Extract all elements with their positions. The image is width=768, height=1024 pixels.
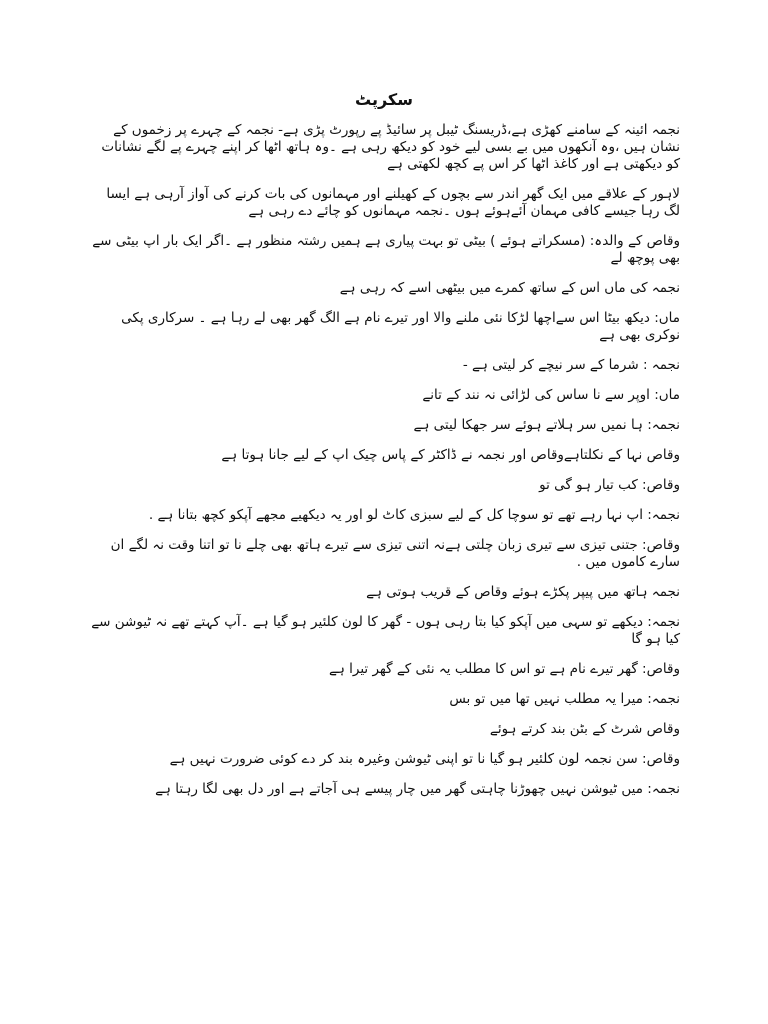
paragraph-5: ماں: دیکھ بیٹا اس سےاچھا لڑکا نئی ملنے والا اور تیرے نام ہے الگ گھر بھی لے رہا ہے ۔ سرکاری پکی نوکری بھی ہے (121, 310, 680, 343)
paragraph-16: نجمہ: میرا یہ مطلب نہیں تھا میں تو بس (449, 691, 680, 707)
paragraph-4: نجمہ کی ماں اس کے ساتھ کمرے میں بیٹھی اسے کہ رہی ہے (339, 280, 680, 296)
paragraph-18: وقاص: سن نجمہ لون کلئیر ہو گیا نا تو اپنی ٹیوشن وغیرہ بند کر دے کوئی ضرورت نہیں ہے (169, 751, 680, 767)
paragraph-13: نجمہ ہاتھ میں پیپر پکڑے ہوئے وقاص کے قریب ہوتی ہے (366, 584, 680, 600)
paragraph-12: وقاص: جتنی تیزی سے تیری زبان چلتی ہےنہ اتنی تیزی سے تیرے ہاتھ بھی چلے نا تو اتنا وقت نہ لگے ان سارے کاموں میں . (110, 537, 680, 570)
paragraph-19: نجمہ: میں ٹیوشن نہیں چھوڑنا چاہتی گھر میں چار پیسے ہی آجاتے ہے اور دل بھی لگا رہتا ہے (155, 781, 680, 797)
page-title: سکرپٹ (355, 90, 413, 109)
paragraph-8: نجمہ: ہا نمیں سر ہلاتے ہوئے سر جھکا لیتی ہے (413, 417, 680, 433)
paragraph-1: نجمہ ائینہ کے سامنے کھڑی ہے،ڈریسنگ ٹیبل پر سائیڈ پے رپورٹ پڑی ہے- نجمہ کے چہرے پر زخموں کے نشان ہیں ،وہ آنکھوں میں بے بسی لیے خود کو دیکھ رہی ہے ۔وہ ہاتھ اٹھا کر اپنے چہرے پے لگے نشانات کو دیکھتی ہے اور کاغذ اٹھا کر اس پے کچھ لکھتی ہے (101, 122, 680, 172)
paragraph-11: نجمہ: اپ نہا رہے تھے تو سوچا کل کے لیے سبزی کاٹ لو اور یہ دیکھیے مجھے آپکو کچھ بتانا ہے . (148, 507, 680, 523)
script-page (88, 90, 680, 811)
paragraph-14: نجمہ: دیکھے تو سہی میں آپکو کیا بتا رہی ہوں - گھر کا لون کلئیر ہو گیا ہے ۔آپ کہتے تھے نہ ٹیوشن سے کیا ہو گا (91, 614, 680, 647)
paragraph-6: نجمہ : شرما کے سر نیچے کر لیتی ہے - (462, 357, 680, 373)
paragraph-9: وقاص نہا کے نکلتاہےوقاص اور نجمہ نے ڈاکٹر کے پاس چیک اپ کے لیے جانا ہوتا ہے (221, 447, 680, 463)
paragraph-17: وقاص شرٹ کے بٹن بند کرتے ہوئے (489, 721, 680, 737)
paragraph-10: وقاص: کب تیار ہو گی تو (539, 477, 680, 493)
paragraph-2: لاہور کے علاقے میں ایک گھر اندر سے بچوں کے کھیلنے اور مہمانوں کی بات کرنے کی آواز آرہی ہے ایسا لگ رہا جیسے کافی مہمان آئےہوئے ہوں ۔نجمہ مہمانوں کو چائے دے رہی ہے (106, 186, 680, 219)
paragraph-15: وقاص: گھر تیرے نام ہے تو اس کا مطلب یہ نئی کے گھر تیرا ہے (329, 661, 680, 677)
paragraph-3: وقاص کے والدہ: (مسکراتے ہوئے ) بیٹی تو بہت پیاری ہے ہمیں رشتہ منظور ہے ۔اگر ایک بار اپ بیٹی سے بھی پوچھ لے (92, 233, 680, 266)
paragraph-7: ماں: اوپر سے نا ساس کی لڑائی نہ نند کے تانے (422, 387, 680, 403)
